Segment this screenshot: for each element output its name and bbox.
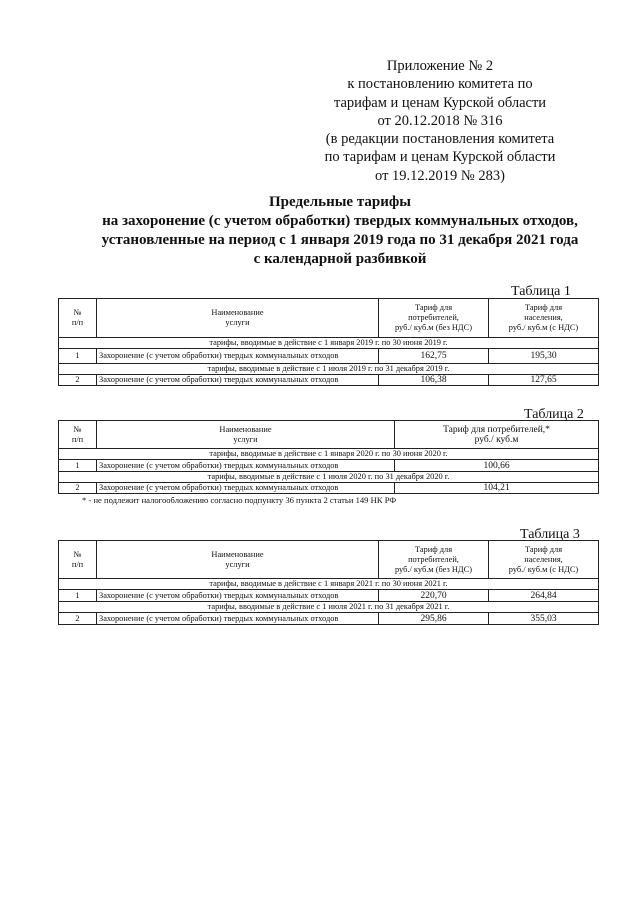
table-row bbox=[59, 460, 599, 472]
row-num: 1 bbox=[59, 460, 97, 472]
header-line: тарифам и ценам Курской области bbox=[333, 94, 547, 111]
row-service: Захоронение (с учетом обработки) твердых коммунальных отходов bbox=[97, 349, 379, 364]
col-population-header: Тариф для населения, руб./ куб.м (с НДС) bbox=[489, 541, 599, 579]
table1-caption: Таблица 1 bbox=[511, 284, 571, 299]
row-service: Захоронение (с учетом обработки) твердых коммунальных отходов bbox=[97, 613, 379, 625]
header-line: от 20.12.2018 № 316 bbox=[377, 112, 503, 129]
row-num: 2 bbox=[59, 375, 97, 386]
title-line: с календарной разбивкой bbox=[253, 251, 427, 267]
col-name-header: Наименование услуги bbox=[97, 541, 379, 579]
row-num: 2 bbox=[59, 483, 97, 494]
header-line: к постановлению комитета по bbox=[347, 76, 533, 93]
row-service: Захоронение (с учетом обработки) твердых коммунальных отходов bbox=[97, 590, 379, 602]
period-row bbox=[59, 364, 599, 375]
row-service: Захоронение (с учетом обработки) твердых коммунальных отходов bbox=[97, 375, 379, 386]
row-service: Захоронение (с учетом обработки) твердых коммунальных отходов bbox=[97, 483, 395, 494]
period-row bbox=[59, 579, 599, 590]
row-population-tariff: 355,03 bbox=[489, 613, 599, 625]
tax-footnote: * - не подлежит налогообложению согласно подпункту 36 пункта 2 статьи 149 НК РФ bbox=[82, 495, 397, 505]
row-population-tariff: 264,84 bbox=[489, 590, 599, 602]
header-line: от 19.12.2019 № 283) bbox=[375, 167, 505, 184]
period-row bbox=[59, 449, 599, 460]
row-service: Захоронение (с учетом обработки) твердых коммунальных отходов bbox=[97, 460, 395, 472]
tariff-table-3 bbox=[58, 540, 599, 625]
period-label: тарифы, вводимые в действие с 1 января 2021 г. по 30 июня 2021 г. bbox=[59, 579, 599, 590]
title-line: Предельные тарифы bbox=[269, 194, 411, 210]
period-label: тарифы, вводимые в действие с 1 января 2019 г. по 30 июня 2019 г. bbox=[59, 338, 599, 349]
header-line: (в редакции постановления комитета bbox=[325, 131, 555, 148]
period-row bbox=[59, 338, 599, 349]
table-row bbox=[59, 483, 599, 494]
appendix-header bbox=[300, 57, 580, 185]
table2-caption: Таблица 2 bbox=[524, 407, 584, 422]
row-consumers-tariff: 106,38 bbox=[379, 375, 489, 386]
col-consumers-header: Тариф для потребителей, руб./ куб.м (без НДС) bbox=[379, 541, 489, 579]
header-line: по тарифам и ценам Курской области bbox=[324, 149, 556, 166]
col-num-header: № п/п bbox=[59, 299, 97, 338]
table3-caption: Таблица 3 bbox=[520, 527, 580, 542]
table-row bbox=[59, 590, 599, 602]
col-population-header: Тариф для населения, руб./ куб.м (с НДС) bbox=[489, 299, 599, 338]
period-label: тарифы, вводимые в действие с 1 июля 2019 г. по 31 декабря 2019 г. bbox=[59, 364, 599, 375]
col-tariff-header: Тариф для потребителей,* руб./ куб.м bbox=[395, 421, 599, 449]
period-label: тарифы, вводимые в действие с 1 июля 2020 г. по 31 декабря 2020 г. bbox=[59, 472, 599, 483]
table-row bbox=[59, 613, 599, 625]
period-label: тарифы, вводимые в действие с 1 января 2020 г. по 30 июня 2020 г. bbox=[59, 449, 599, 460]
tariff-table-2 bbox=[58, 420, 599, 494]
row-num: 1 bbox=[59, 590, 97, 602]
col-num-header: № п/п bbox=[59, 541, 97, 579]
row-tariff: 100,66 bbox=[395, 460, 599, 472]
title-line: на захоронение (с учетом обработки) твердых коммунальных отходов, bbox=[102, 213, 578, 229]
row-num: 2 bbox=[59, 613, 97, 625]
period-row bbox=[59, 602, 599, 613]
row-consumers-tariff: 162,75 bbox=[379, 349, 489, 364]
tariff-table-1 bbox=[58, 298, 599, 386]
row-population-tariff: 127,65 bbox=[489, 375, 599, 386]
table-header-row bbox=[59, 421, 599, 449]
col-name-header: Наименование услуги bbox=[97, 299, 379, 338]
period-row bbox=[59, 472, 599, 483]
row-tariff: 104,21 bbox=[395, 483, 599, 494]
period-label: тарифы, вводимые в действие с 1 июля 2021 г. по 31 декабря 2021 г. bbox=[59, 602, 599, 613]
row-num: 1 bbox=[59, 349, 97, 364]
row-population-tariff: 195,30 bbox=[489, 349, 599, 364]
col-name-header: Наименование услуги bbox=[97, 421, 395, 449]
header-line: Приложение № 2 bbox=[386, 58, 494, 74]
table-row bbox=[59, 349, 599, 364]
table-header-row bbox=[59, 541, 599, 579]
col-num-header: № п/п bbox=[59, 421, 97, 449]
col-consumers-header: Тариф для потребителей, руб./ куб.м (без НДС) bbox=[379, 299, 489, 338]
row-consumers-tariff: 295,86 bbox=[379, 613, 489, 625]
row-consumers-tariff: 220,70 bbox=[379, 590, 489, 602]
document-title bbox=[60, 193, 620, 269]
table-row bbox=[59, 375, 599, 386]
table-header-row bbox=[59, 299, 599, 338]
title-line: установленные на период с 1 января 2019 года по 31 декабря 2021 года bbox=[101, 232, 579, 248]
